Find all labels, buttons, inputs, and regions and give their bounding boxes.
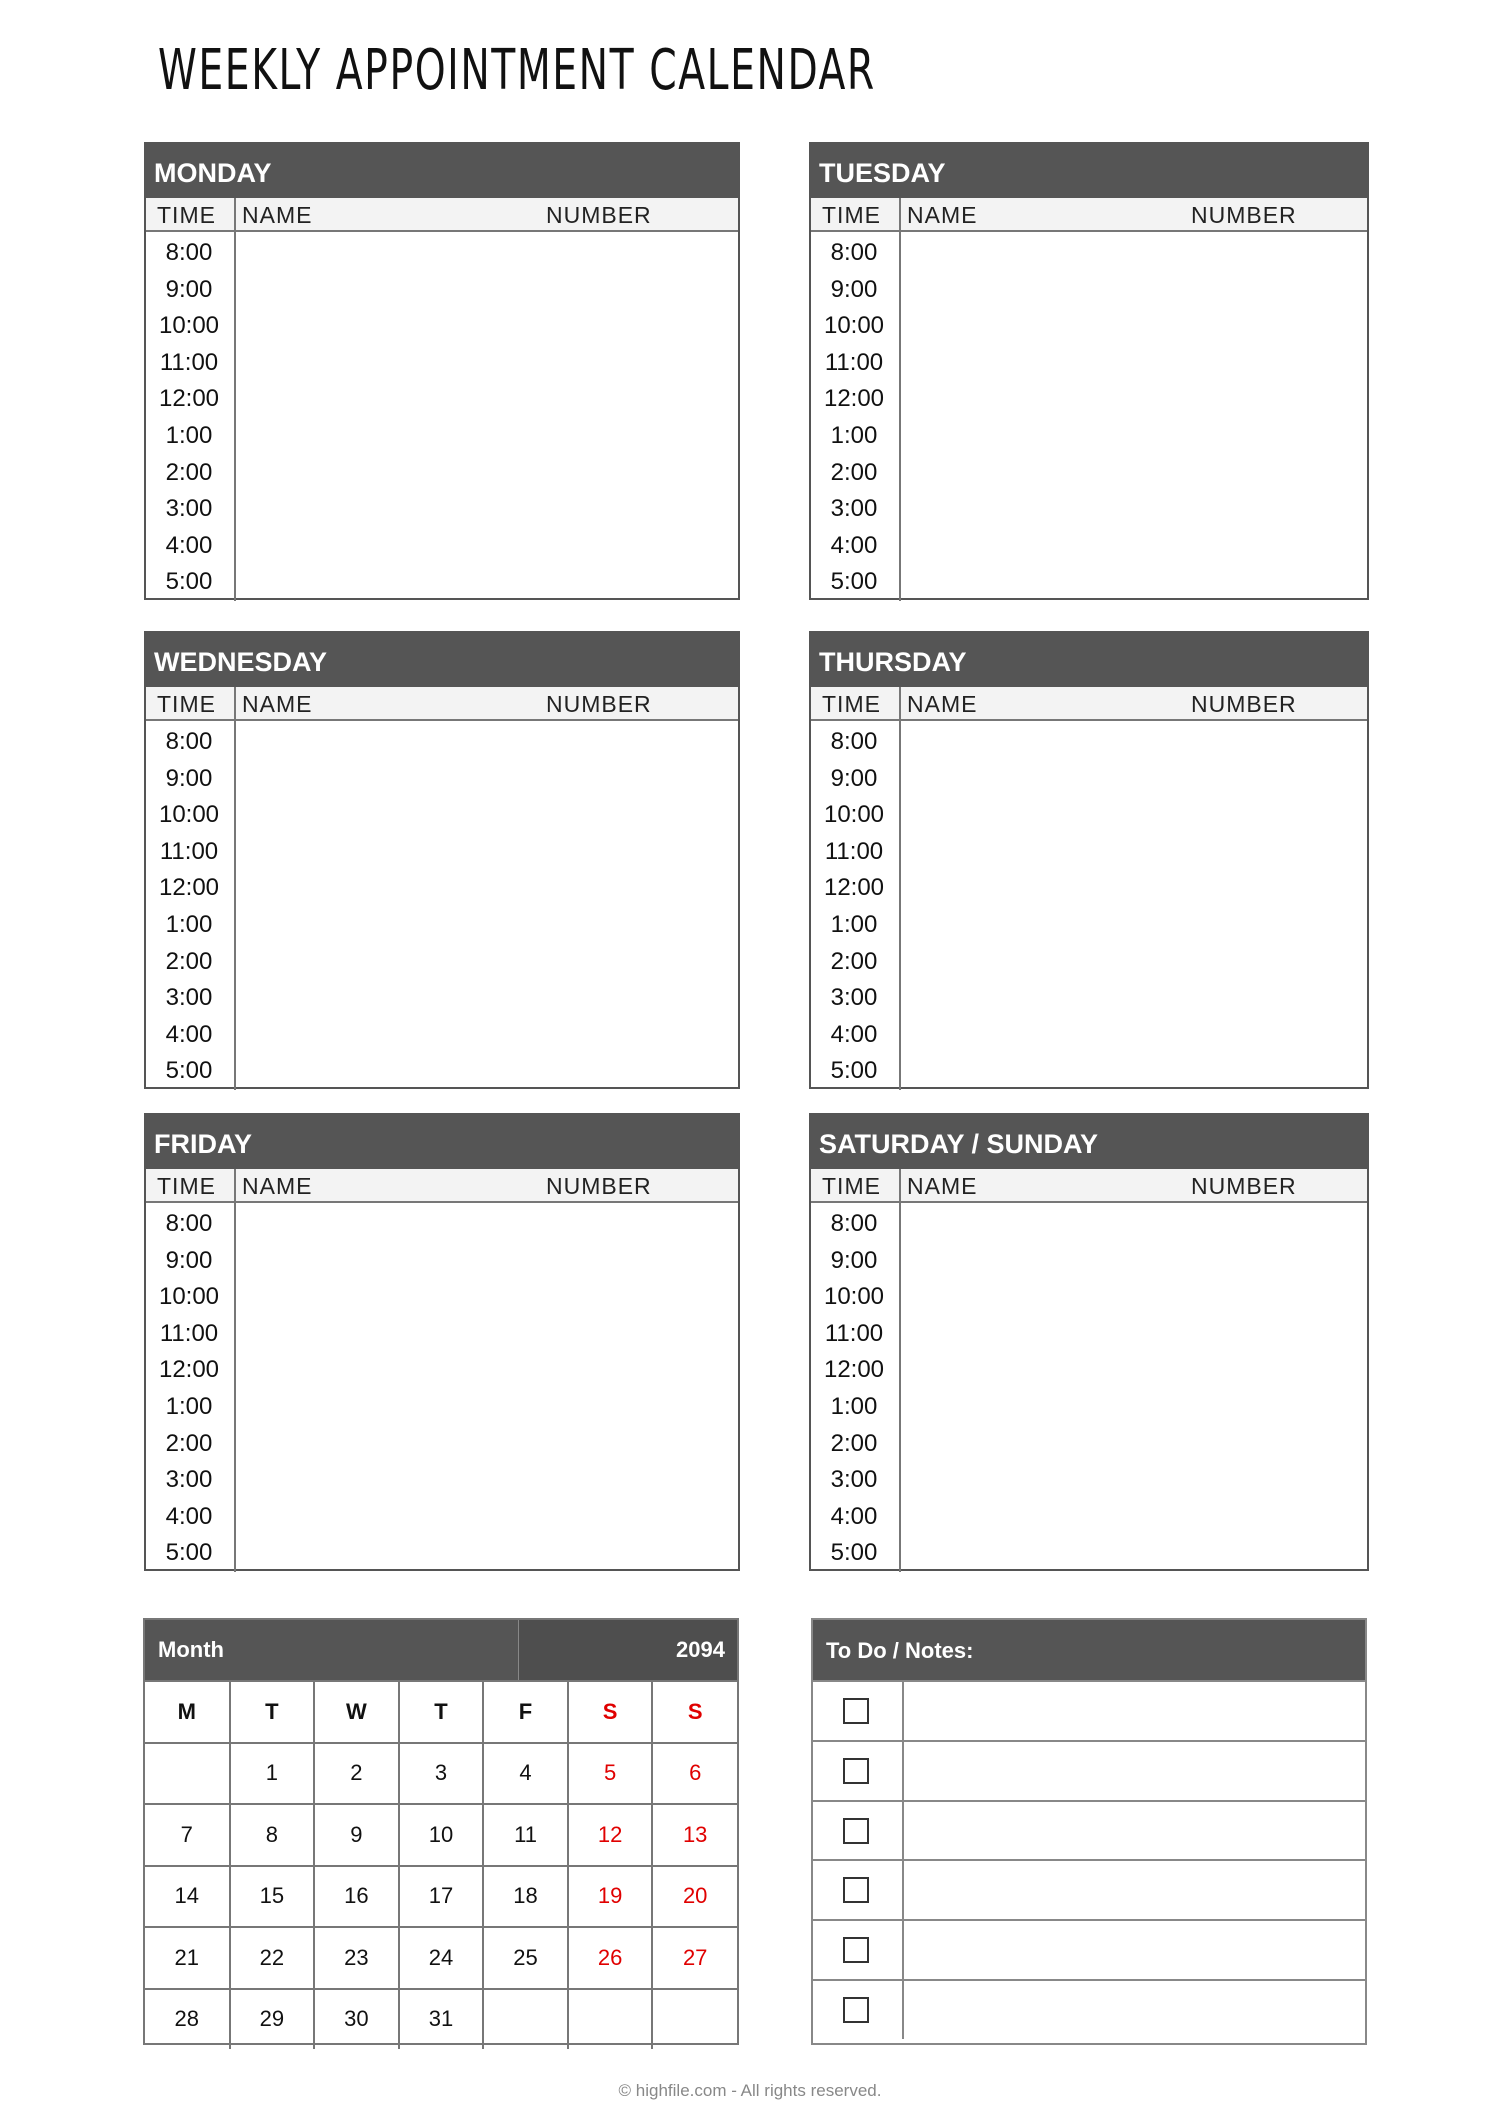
weekday-header: T bbox=[399, 1681, 484, 1743]
time-slot: 2:00 bbox=[165, 458, 213, 486]
time-slot: 12:00 bbox=[158, 874, 220, 902]
time-slot: 10:00 bbox=[823, 1283, 885, 1311]
todo-divider bbox=[902, 1682, 904, 1740]
todo-checkbox[interactable] bbox=[843, 1698, 869, 1724]
time-slot: 8:00 bbox=[830, 1210, 878, 1237]
page-title: WEEKLY APPOINTMENT CALENDAR bbox=[158, 38, 876, 103]
time-slot: 2:00 bbox=[830, 947, 878, 975]
time-slot: 11:00 bbox=[824, 1319, 884, 1347]
time-slot: 4:00 bbox=[165, 1020, 213, 1048]
todo-divider bbox=[902, 1921, 904, 1979]
day-title: WEDNESDAY bbox=[146, 633, 738, 687]
weekday-header: M bbox=[145, 1681, 230, 1743]
time-slot: 9:00 bbox=[830, 275, 878, 303]
time-slot: 3:00 bbox=[830, 1466, 878, 1494]
todo-row bbox=[813, 1979, 1365, 2039]
weekday-header: F bbox=[483, 1681, 568, 1743]
time-slot: 1:00 bbox=[830, 1392, 878, 1420]
time-slot: 5:00 bbox=[830, 1057, 878, 1085]
calendar-week bbox=[145, 1989, 737, 2050]
todo-row bbox=[813, 1919, 1365, 1979]
column-headers bbox=[811, 687, 1367, 721]
calendar-day: 2 bbox=[314, 1743, 399, 1805]
time-slot: 5:00 bbox=[165, 1057, 213, 1085]
column-time-label: TIME bbox=[822, 691, 881, 717]
time-slot: 4:00 bbox=[830, 1502, 878, 1530]
time-slot: 12:00 bbox=[158, 385, 220, 413]
day-title: MONDAY bbox=[146, 144, 738, 198]
time-slot: 1:00 bbox=[830, 910, 878, 938]
time-slots bbox=[811, 721, 1367, 1090]
day-block-thursday bbox=[809, 631, 1369, 1089]
todo-notes bbox=[811, 1618, 1367, 2045]
time-slot: 12:00 bbox=[158, 1356, 220, 1384]
column-time-label: TIME bbox=[822, 202, 881, 228]
footer-copyright: © highfile.com - All rights reserved. bbox=[618, 2081, 882, 2100]
day-title: FRIDAY bbox=[146, 1115, 738, 1169]
column-number-label: NUMBER bbox=[546, 691, 652, 717]
calendar-day: 13 bbox=[652, 1804, 737, 1866]
time-slot: 5:00 bbox=[165, 1539, 213, 1567]
day-title: SATURDAY / SUNDAY bbox=[811, 1115, 1367, 1169]
calendar-grid bbox=[145, 1680, 737, 2049]
calendar-day: 20 bbox=[652, 1866, 737, 1928]
todo-divider bbox=[902, 1861, 904, 1919]
day-block-monday bbox=[144, 142, 740, 600]
time-slot: 8:00 bbox=[830, 239, 878, 266]
time-slot: 3:00 bbox=[165, 984, 213, 1012]
mini-calendar bbox=[143, 1618, 739, 2045]
time-slot: 11:00 bbox=[159, 1319, 219, 1347]
column-number-label: NUMBER bbox=[546, 1173, 652, 1199]
todo-row bbox=[813, 1740, 1365, 1800]
time-slot: 12:00 bbox=[823, 1356, 885, 1384]
time-slots bbox=[811, 232, 1367, 601]
time-slot: 2:00 bbox=[165, 947, 213, 975]
calendar-day: 29 bbox=[230, 1989, 315, 2050]
calendar-day: 3 bbox=[399, 1743, 484, 1805]
time-slot: 4:00 bbox=[830, 531, 878, 559]
todo-checkbox[interactable] bbox=[843, 1877, 869, 1903]
calendar-day: 19 bbox=[568, 1866, 653, 1928]
time-slot: 9:00 bbox=[830, 764, 878, 792]
time-slot: 8:00 bbox=[830, 728, 878, 755]
year-label: 2094 bbox=[676, 1637, 725, 1662]
day-title: THURSDAY bbox=[811, 633, 1367, 687]
time-slot: 9:00 bbox=[165, 764, 213, 792]
calendar-day: 23 bbox=[314, 1927, 399, 1989]
day-block-friday bbox=[144, 1113, 740, 1571]
calendar-week bbox=[145, 1804, 737, 1866]
time-slot: 9:00 bbox=[165, 1246, 213, 1274]
time-slot: 2:00 bbox=[830, 458, 878, 486]
calendar-day: 21 bbox=[145, 1927, 230, 1989]
column-number-label: NUMBER bbox=[1191, 691, 1297, 717]
time-slot: 11:00 bbox=[159, 837, 219, 865]
calendar-day: 26 bbox=[568, 1927, 653, 1989]
calendar-day: 25 bbox=[483, 1927, 568, 1989]
time-slot: 5:00 bbox=[830, 1539, 878, 1567]
calendar-week bbox=[145, 1927, 737, 1989]
time-slot: 10:00 bbox=[823, 801, 885, 829]
time-slots bbox=[146, 1203, 738, 1572]
calendar-day: 30 bbox=[314, 1989, 399, 2050]
time-slots bbox=[811, 1203, 1367, 1572]
time-slot: 9:00 bbox=[165, 275, 213, 303]
column-headers bbox=[811, 198, 1367, 232]
calendar-day bbox=[568, 1989, 653, 2050]
calendar-day: 4 bbox=[483, 1743, 568, 1805]
weekday-header: W bbox=[314, 1681, 399, 1743]
calendar-day: 7 bbox=[145, 1804, 230, 1866]
calendar-day: 6 bbox=[652, 1743, 737, 1805]
column-name-label: NAME bbox=[242, 691, 313, 717]
todo-checkbox[interactable] bbox=[843, 1758, 869, 1784]
calendar-day: 14 bbox=[145, 1866, 230, 1928]
column-time-label: TIME bbox=[157, 1173, 216, 1199]
time-slot: 3:00 bbox=[830, 984, 878, 1012]
weekday-header: S bbox=[568, 1681, 653, 1743]
calendar-day: 12 bbox=[568, 1804, 653, 1866]
time-slot: 11:00 bbox=[159, 348, 219, 376]
time-slot: 9:00 bbox=[830, 1246, 878, 1274]
time-slot: 2:00 bbox=[830, 1429, 878, 1457]
time-slots bbox=[146, 721, 738, 1090]
time-slot: 1:00 bbox=[165, 421, 213, 449]
calendar-day: 10 bbox=[399, 1804, 484, 1866]
column-number-label: NUMBER bbox=[1191, 202, 1297, 228]
column-name-label: NAME bbox=[242, 202, 313, 228]
todo-row bbox=[813, 1859, 1365, 1919]
time-slots bbox=[146, 232, 738, 601]
calendar-day: 28 bbox=[145, 1989, 230, 2050]
time-slot: 11:00 bbox=[824, 348, 884, 376]
todo-row bbox=[813, 1800, 1365, 1860]
column-time-label: TIME bbox=[157, 202, 216, 228]
todo-checkbox[interactable] bbox=[843, 1997, 869, 2023]
time-column-divider bbox=[234, 198, 236, 601]
time-column-divider bbox=[234, 687, 236, 1090]
calendar-week bbox=[145, 1743, 737, 1805]
time-slot: 8:00 bbox=[165, 239, 213, 266]
time-slot: 4:00 bbox=[830, 1020, 878, 1048]
time-slot: 1:00 bbox=[830, 421, 878, 449]
calendar-day: 15 bbox=[230, 1866, 315, 1928]
day-block-tuesday bbox=[809, 142, 1369, 600]
time-column-divider bbox=[234, 1169, 236, 1572]
column-time-label: TIME bbox=[822, 1173, 881, 1199]
calendar-day: 8 bbox=[230, 1804, 315, 1866]
time-slot: 2:00 bbox=[165, 1429, 213, 1457]
time-slot: 3:00 bbox=[830, 495, 878, 523]
time-slot: 11:00 bbox=[824, 837, 884, 865]
column-name-label: NAME bbox=[907, 691, 978, 717]
time-slot: 3:00 bbox=[165, 1466, 213, 1494]
time-column-divider bbox=[899, 1169, 901, 1572]
time-slot: 4:00 bbox=[165, 531, 213, 559]
time-slot: 10:00 bbox=[823, 312, 885, 340]
calendar-day: 9 bbox=[314, 1804, 399, 1866]
time-slot: 10:00 bbox=[158, 801, 220, 829]
day-block-weekend bbox=[809, 1113, 1369, 1571]
calendar-day: 11 bbox=[483, 1804, 568, 1866]
calendar-day bbox=[145, 1743, 230, 1805]
todo-divider bbox=[902, 1742, 904, 1800]
month-label: Month bbox=[158, 1637, 224, 1662]
weekday-header: T bbox=[230, 1681, 315, 1743]
calendar-day: 17 bbox=[399, 1866, 484, 1928]
column-time-label: TIME bbox=[157, 691, 216, 717]
time-column-divider bbox=[899, 687, 901, 1090]
column-headers bbox=[811, 1169, 1367, 1203]
time-slot: 3:00 bbox=[165, 495, 213, 523]
todo-checkbox[interactable] bbox=[843, 1818, 869, 1844]
calendar-day: 1 bbox=[230, 1743, 315, 1805]
calendar-day: 27 bbox=[652, 1927, 737, 1989]
time-slot: 8:00 bbox=[165, 728, 213, 755]
notes-title: To Do / Notes: bbox=[813, 1620, 1365, 1680]
calendar-week bbox=[145, 1866, 737, 1928]
todo-row bbox=[813, 1680, 1365, 1740]
calendar-day: 31 bbox=[399, 1989, 484, 2050]
todo-checkbox[interactable] bbox=[843, 1937, 869, 1963]
time-slot: 12:00 bbox=[823, 385, 885, 413]
day-title: TUESDAY bbox=[811, 144, 1367, 198]
calendar-day bbox=[652, 1989, 737, 2050]
calendar-day: 24 bbox=[399, 1927, 484, 1989]
weekday-header: S bbox=[652, 1681, 737, 1743]
time-column-divider bbox=[899, 198, 901, 601]
column-name-label: NAME bbox=[242, 1173, 313, 1199]
column-name-label: NAME bbox=[907, 1173, 978, 1199]
calendar-day bbox=[483, 1989, 568, 2050]
time-slot: 5:00 bbox=[830, 568, 878, 596]
todo-divider bbox=[902, 1802, 904, 1860]
time-slot: 10:00 bbox=[158, 312, 220, 340]
time-slot: 12:00 bbox=[823, 874, 885, 902]
column-number-label: NUMBER bbox=[1191, 1173, 1297, 1199]
time-slot: 1:00 bbox=[165, 1392, 213, 1420]
time-slot: 5:00 bbox=[165, 568, 213, 596]
column-number-label: NUMBER bbox=[546, 202, 652, 228]
calendar-day: 16 bbox=[314, 1866, 399, 1928]
day-block-wednesday bbox=[144, 631, 740, 1089]
calendar-header bbox=[145, 1620, 737, 1680]
time-slot: 8:00 bbox=[165, 1210, 213, 1237]
calendar-day: 18 bbox=[483, 1866, 568, 1928]
year-box bbox=[518, 1620, 737, 1680]
todo-divider bbox=[902, 1981, 904, 2039]
time-slot: 4:00 bbox=[165, 1502, 213, 1530]
calendar-day: 22 bbox=[230, 1927, 315, 1989]
time-slot: 10:00 bbox=[158, 1283, 220, 1311]
column-name-label: NAME bbox=[907, 202, 978, 228]
time-slot: 1:00 bbox=[165, 910, 213, 938]
calendar-day: 5 bbox=[568, 1743, 653, 1805]
